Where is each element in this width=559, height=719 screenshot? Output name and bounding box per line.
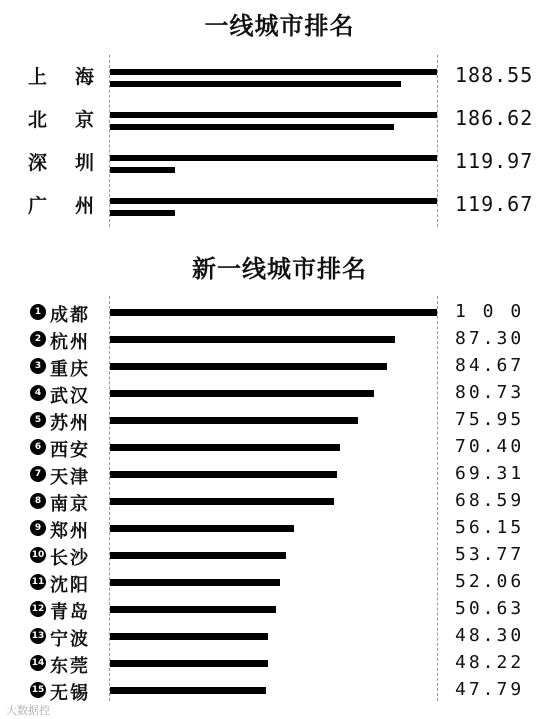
city-label: 天津 bbox=[50, 467, 90, 488]
city-label: 青岛 bbox=[50, 602, 90, 623]
bar bbox=[110, 112, 437, 118]
city-label: 苏州 bbox=[50, 413, 90, 434]
city-label: 宁波 bbox=[50, 629, 90, 650]
bar bbox=[110, 498, 334, 505]
city-label-char: 京 bbox=[74, 109, 94, 131]
rank-badge: 7 bbox=[30, 466, 46, 482]
bar bbox=[110, 309, 437, 316]
rank-badge: 14 bbox=[30, 655, 46, 671]
value-label: 68.59 bbox=[455, 490, 525, 511]
city-label bbox=[28, 148, 94, 175]
bar bbox=[110, 660, 268, 667]
value-label: 48.22 bbox=[455, 652, 525, 673]
rank-badge: 12 bbox=[30, 601, 46, 617]
value-label: 1 0 0 bbox=[455, 301, 525, 322]
rank-badge: 13 bbox=[30, 628, 46, 644]
city-label: 东莞 bbox=[50, 656, 90, 677]
bar bbox=[110, 363, 387, 370]
city-label-char: 州 bbox=[74, 195, 94, 217]
bar bbox=[110, 525, 294, 532]
value-label: 48.30 bbox=[455, 625, 525, 646]
rank-badge: 5 bbox=[30, 412, 46, 428]
bar bbox=[110, 210, 175, 216]
rank-badge: 15 bbox=[30, 682, 46, 698]
city-label: 无锡 bbox=[50, 683, 90, 704]
bar bbox=[110, 124, 394, 130]
city-label: 南京 bbox=[50, 494, 90, 515]
city-label-char: 深 bbox=[28, 152, 48, 174]
new-tier1-chart-title: 新一线城市排名 bbox=[192, 255, 367, 283]
rank-badge: 2 bbox=[30, 331, 46, 347]
value-label: 119.97 bbox=[455, 149, 534, 173]
rank-badge: 8 bbox=[30, 493, 46, 509]
city-label: 杭州 bbox=[50, 332, 90, 353]
rank-badge: 10 bbox=[30, 547, 46, 563]
watermark: 大数据控 bbox=[6, 704, 50, 717]
value-label: 69.31 bbox=[455, 463, 525, 484]
city-label: 郑州 bbox=[50, 521, 90, 542]
city-label: 西安 bbox=[50, 440, 90, 461]
city-label: 成都 bbox=[50, 305, 90, 326]
rank-badge: 9 bbox=[30, 520, 46, 536]
value-label: 47.79 bbox=[455, 679, 525, 700]
city-label bbox=[28, 62, 94, 89]
bar bbox=[110, 167, 175, 173]
rank-badge: 3 bbox=[30, 358, 46, 374]
city-label-char: 海 bbox=[74, 66, 94, 88]
value-label: 84.67 bbox=[455, 355, 525, 376]
bar bbox=[110, 633, 268, 640]
value-label: 70.40 bbox=[455, 436, 525, 457]
city-label-char: 上 bbox=[28, 66, 48, 88]
value-label: 188.55 bbox=[455, 63, 534, 87]
city-label bbox=[28, 105, 94, 132]
city-label-char: 北 bbox=[28, 109, 48, 131]
value-label: 56.15 bbox=[455, 517, 525, 538]
value-label: 53.77 bbox=[455, 544, 525, 565]
bar bbox=[110, 606, 276, 613]
rank-badge: 6 bbox=[30, 439, 46, 455]
bar bbox=[110, 471, 337, 478]
bar bbox=[110, 198, 437, 204]
tier1-chart-title: 一线城市排名 bbox=[204, 12, 355, 40]
bar bbox=[110, 81, 401, 87]
value-label: 119.67 bbox=[455, 192, 534, 216]
value-label: 50.63 bbox=[455, 598, 525, 619]
bar bbox=[110, 579, 280, 586]
bar bbox=[110, 687, 266, 694]
bar bbox=[110, 390, 374, 397]
bar bbox=[110, 155, 437, 161]
city-label bbox=[28, 191, 94, 218]
bar bbox=[110, 69, 437, 75]
city-label: 武汉 bbox=[50, 386, 90, 407]
rank-badge: 11 bbox=[30, 574, 46, 590]
value-label: 87.30 bbox=[455, 328, 525, 349]
city-label-char: 圳 bbox=[74, 152, 94, 174]
city-label: 重庆 bbox=[50, 359, 90, 380]
bar bbox=[110, 417, 358, 424]
city-label: 沈阳 bbox=[50, 575, 90, 596]
value-label: 52.06 bbox=[455, 571, 525, 592]
rank-badge: 1 bbox=[30, 304, 46, 320]
bar bbox=[110, 336, 395, 343]
rank-badge: 4 bbox=[30, 385, 46, 401]
bar bbox=[110, 552, 286, 559]
value-label: 186.62 bbox=[455, 106, 534, 130]
bar bbox=[110, 444, 340, 451]
value-label: 75.95 bbox=[455, 409, 525, 430]
city-label-char: 广 bbox=[28, 195, 48, 217]
value-label: 80.73 bbox=[455, 382, 525, 403]
city-label: 长沙 bbox=[50, 548, 90, 569]
